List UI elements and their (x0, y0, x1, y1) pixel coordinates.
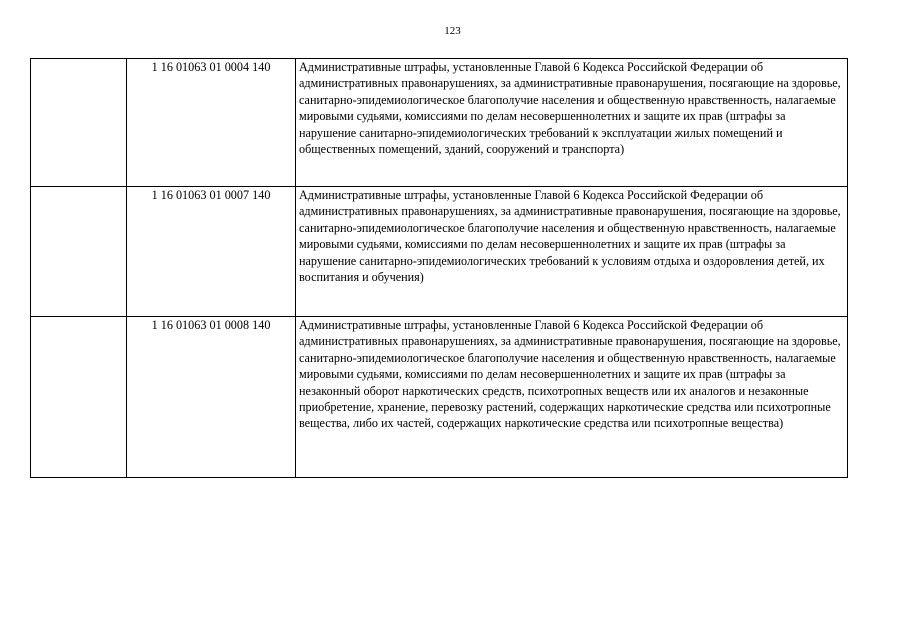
budget-code-cell: 1 16 01063 01 0008 140 (127, 317, 296, 478)
description-cell: Административные штрафы, установленные Главой 6 Кодекса Российской Федерации об административных правонарушениях, за административные правонарушения, посягающие на здоровье, санитарно-эпидемиологическое благополучие населения и общественную нравственность, налагаемые мировыми судьями, комиссиями по делам несовершеннолетних и защите их прав (штрафы за незаконный оборот наркотических средств, психотропных веществ или их аналогов и незаконные приобретение, хранение, перевозку растений, содержащих наркотические средства или психотропные вещества, либо их частей, содержащих наркотические средства или психотропные вещества) (296, 317, 848, 478)
table-row (31, 59, 848, 187)
table-row (31, 187, 848, 317)
admin-code-cell (31, 317, 127, 478)
budget-code-cell: 1 16 01063 01 0004 140 (127, 59, 296, 187)
budget-code-cell: 1 16 01063 01 0007 140 (127, 187, 296, 317)
table-row (31, 317, 848, 478)
description-cell: Административные штрафы, установленные Главой 6 Кодекса Российской Федерации об административных правонарушениях, за административные правонарушения, посягающие на здоровье, санитарно-эпидемиологическое благополучие населения и общественную нравственность, налагаемые мировыми судьями, комиссиями по делам несовершеннолетних и защите их прав (штрафы за нарушение санитарно-эпидемиологических требований к условиям отдыха и оздоровления детей, их воспитания и обучения) (296, 187, 848, 317)
admin-code-cell (31, 187, 127, 317)
budget-classification-table (30, 58, 848, 478)
description-cell: Административные штрафы, установленные Главой 6 Кодекса Российской Федерации об административных правонарушениях, за административные правонарушения, посягающие на здоровье, санитарно-эпидемиологическое благополучие населения и общественную нравственность, налагаемые мировыми судьями, комиссиями по делам несовершеннолетних и защите их прав (штрафы за нарушение санитарно-эпидемиологических требований к эксплуатации жилых помещений и общественных помещений, зданий, сооружений и транспорта) (296, 59, 848, 187)
page-number: 123 (444, 25, 461, 37)
admin-code-cell (31, 59, 127, 187)
